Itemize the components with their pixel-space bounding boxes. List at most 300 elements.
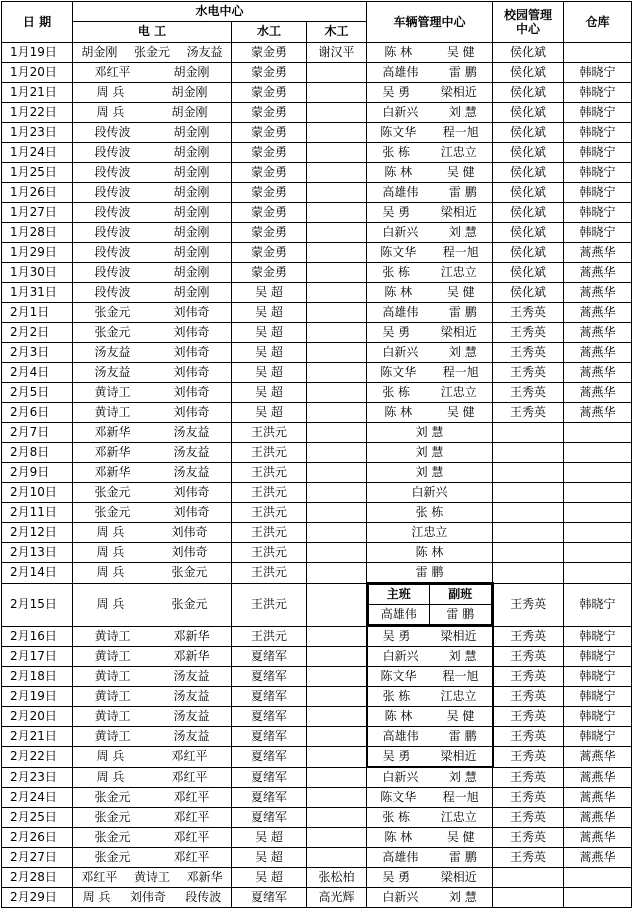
vehicle-vice-name: 吴 健 xyxy=(446,405,475,419)
vehicle-vice-name: 雷 鹏 xyxy=(448,185,477,199)
electrician-cell xyxy=(73,63,232,83)
electrician-name: 邓新华 xyxy=(186,870,223,884)
warehouse-cell: 韩晓宁 xyxy=(564,667,632,687)
table-row xyxy=(2,583,632,626)
electrician-name: 胡金刚 xyxy=(173,225,210,239)
vehicle-main-name: 高雄伟 xyxy=(382,729,419,743)
electrician-name: 胡金刚 xyxy=(81,45,118,59)
electrician-cell xyxy=(73,503,232,523)
date-cell: 2月28日 xyxy=(2,868,73,888)
plumber-cell: 蒙金勇 xyxy=(232,183,307,203)
warehouse-cell xyxy=(564,888,632,908)
electrician-name: 张金元 xyxy=(94,305,131,319)
warehouse-cell xyxy=(564,503,632,523)
date-cell: 2月14日 xyxy=(2,563,73,584)
plumber-cell: 吴 超 xyxy=(232,848,307,868)
table-row xyxy=(2,343,632,363)
electrician-name: 刘伟奇 xyxy=(173,385,210,399)
shift-subtable xyxy=(368,584,492,625)
electrician-cell xyxy=(73,647,232,667)
table-row xyxy=(2,143,632,163)
date-cell: 1月19日 xyxy=(2,43,73,63)
carpenter-cell: 张松柏 xyxy=(307,868,367,888)
electrician-name: 段传波 xyxy=(94,165,131,179)
warehouse-cell: 蒿燕华 xyxy=(564,323,632,343)
vehicle-main-name: 陈文华 xyxy=(380,365,417,379)
table-row xyxy=(2,747,632,768)
carpenter-cell xyxy=(307,283,367,303)
vehicle-vice-name: 刘 慧 xyxy=(448,225,477,239)
electrician-name: 汤友益 xyxy=(186,45,223,59)
date-cell: 2月17日 xyxy=(2,647,73,667)
plumber-cell: 夏绪军 xyxy=(232,888,307,908)
campus-cell: 王秀英 xyxy=(493,747,564,768)
carpenter-cell xyxy=(307,383,367,403)
vehicle-vice-name: 梁相近 xyxy=(440,325,477,339)
vehicle-vice-name: 刘 慧 xyxy=(448,890,477,904)
vehicle-vice-name: 程一旭 xyxy=(442,669,479,683)
electrician-name: 汤友益 xyxy=(94,365,131,379)
vehicle-cell: 张 栋 xyxy=(367,503,493,523)
electrician-name: 周 兵 xyxy=(96,565,125,580)
electrician-cell xyxy=(73,283,232,303)
vehicle-main-name: 高雄伟 xyxy=(382,305,419,319)
electrician-cell xyxy=(73,223,232,243)
plumber-cell: 夏绪军 xyxy=(232,647,307,667)
electrician-name: 汤友益 xyxy=(173,709,210,723)
electrician-name: 汤友益 xyxy=(173,669,210,683)
carpenter-cell xyxy=(307,463,367,483)
table-row xyxy=(2,203,632,223)
campus-cell: 侯化斌 xyxy=(493,163,564,183)
electrician-name: 邓新华 xyxy=(94,425,131,439)
vehicle-cell xyxy=(367,43,493,63)
electrician-name: 汤友益 xyxy=(94,345,131,359)
vehicle-cell xyxy=(367,403,493,423)
electrician-name: 邓红平 xyxy=(94,65,131,79)
campus-cell: 侯化斌 xyxy=(493,283,564,303)
vehicle-cell xyxy=(367,687,493,707)
vehicle-main-name: 陈 林 xyxy=(384,45,413,59)
electrician-name: 周 兵 xyxy=(96,749,125,764)
vehicle-main-name: 陈 林 xyxy=(384,709,413,723)
table-row xyxy=(2,788,632,808)
table-row xyxy=(2,223,632,243)
table-row xyxy=(2,767,632,788)
carpenter-cell xyxy=(307,223,367,243)
table-row xyxy=(2,103,632,123)
vehicle-vice-name: 吴 健 xyxy=(446,709,475,723)
vehicle-main-name: 陈文华 xyxy=(380,669,417,683)
date-cell: 2月3日 xyxy=(2,343,73,363)
vehicle-main-name: 吴 勇 xyxy=(382,629,411,643)
date-cell: 2月6日 xyxy=(2,403,73,423)
electrician-name: 周 兵 xyxy=(96,105,125,119)
table-row xyxy=(2,727,632,747)
vehicle-vice-name: 江忠立 xyxy=(440,810,477,824)
table-row xyxy=(2,303,632,323)
campus-cell xyxy=(493,543,564,563)
header-xiaoyuan xyxy=(493,2,564,43)
electrician-cell xyxy=(73,583,232,626)
electrician-name: 张金元 xyxy=(94,830,131,844)
vehicle-vice-name: 吴 健 xyxy=(446,165,475,179)
plumber-cell: 吴 超 xyxy=(232,303,307,323)
date-cell: 1月31日 xyxy=(2,283,73,303)
date-cell: 2月2日 xyxy=(2,323,73,343)
electrician-name: 汤友益 xyxy=(173,425,210,439)
table-row xyxy=(2,808,632,828)
header-shuidian: 水电中心 xyxy=(73,2,367,22)
table-row xyxy=(2,123,632,143)
plumber-cell: 蒙金勇 xyxy=(232,123,307,143)
electrician-cell xyxy=(73,483,232,503)
carpenter-cell xyxy=(307,523,367,543)
vehicle-main-name: 张 栋 xyxy=(382,265,411,279)
carpenter-cell xyxy=(307,63,367,83)
electrician-name: 邓新华 xyxy=(94,465,131,479)
carpenter-cell xyxy=(307,123,367,143)
electrician-name: 段传波 xyxy=(94,245,131,259)
vehicle-vice-name: 刘 慧 xyxy=(448,649,477,663)
electrician-name: 段传波 xyxy=(94,265,131,279)
vehicle-cell xyxy=(367,626,493,647)
vehicle-main-name: 高雄伟 xyxy=(382,850,419,864)
campus-cell: 王秀英 xyxy=(493,848,564,868)
carpenter-cell xyxy=(307,747,367,768)
table-row xyxy=(2,543,632,563)
plumber-cell: 吴 超 xyxy=(232,363,307,383)
plumber-cell: 夏绪军 xyxy=(232,687,307,707)
vehicle-cell xyxy=(367,283,493,303)
campus-cell: 王秀英 xyxy=(493,323,564,343)
table-row xyxy=(2,707,632,727)
campus-cell: 王秀英 xyxy=(493,828,564,848)
date-cell: 2月22日 xyxy=(2,747,73,768)
vehicle-main-name: 白新兴 xyxy=(382,770,419,784)
vehicle-cell xyxy=(367,707,493,727)
carpenter-cell xyxy=(307,143,367,163)
campus-cell: 王秀英 xyxy=(493,363,564,383)
date-cell: 1月30日 xyxy=(2,263,73,283)
electrician-name: 胡金刚 xyxy=(173,165,210,179)
campus-cell: 侯化斌 xyxy=(493,43,564,63)
plumber-cell: 吴 超 xyxy=(232,868,307,888)
electrician-cell xyxy=(73,563,232,584)
electrician-name: 汤友益 xyxy=(173,689,210,703)
vehicle-main-name: 吴 勇 xyxy=(382,205,411,219)
warehouse-cell: 韩晓宁 xyxy=(564,63,632,83)
plumber-cell: 王洪元 xyxy=(232,563,307,584)
campus-cell: 王秀英 xyxy=(493,303,564,323)
plumber-cell: 蒙金勇 xyxy=(232,203,307,223)
table-row xyxy=(2,626,632,647)
date-cell: 2月9日 xyxy=(2,463,73,483)
electrician-name: 段传波 xyxy=(94,145,131,159)
table-row xyxy=(2,283,632,303)
warehouse-cell: 韩晓宁 xyxy=(564,727,632,747)
vehicle-main-name: 吴 勇 xyxy=(382,85,411,99)
vehicle-vice-name: 江忠立 xyxy=(440,689,477,703)
electrician-name: 刘伟奇 xyxy=(129,890,166,904)
warehouse-cell: 韩晓宁 xyxy=(564,163,632,183)
electrician-cell xyxy=(73,243,232,263)
electrician-cell xyxy=(73,203,232,223)
electrician-name: 胡金刚 xyxy=(173,65,210,79)
electrician-cell xyxy=(73,767,232,788)
electrician-name: 黄诗工 xyxy=(94,405,131,419)
plumber-cell: 夏绪军 xyxy=(232,767,307,788)
plumber-cell: 王洪元 xyxy=(232,543,307,563)
warehouse-cell: 蒿燕华 xyxy=(564,808,632,828)
date-cell: 1月27日 xyxy=(2,203,73,223)
plumber-cell: 王洪元 xyxy=(232,523,307,543)
warehouse-cell: 韩晓宁 xyxy=(564,626,632,647)
carpenter-cell xyxy=(307,808,367,828)
electrician-name: 段传波 xyxy=(185,890,222,904)
vehicle-cell xyxy=(367,828,493,848)
plumber-cell: 夏绪军 xyxy=(232,707,307,727)
vehicle-cell xyxy=(367,103,493,123)
vehicle-cell xyxy=(367,323,493,343)
header-date: 日 期 xyxy=(2,2,73,43)
table-row xyxy=(2,463,632,483)
electrician-name: 黄诗工 xyxy=(94,729,131,743)
plumber-cell: 蒙金勇 xyxy=(232,223,307,243)
vehicle-cell xyxy=(367,583,493,626)
warehouse-cell: 韩晓宁 xyxy=(564,143,632,163)
carpenter-cell xyxy=(307,543,367,563)
vehicle-cell xyxy=(367,868,493,888)
electrician-cell xyxy=(73,183,232,203)
vice-shift-label: 副班 xyxy=(430,585,492,605)
campus-cell: 王秀英 xyxy=(493,647,564,667)
carpenter-cell: 谢汉平 xyxy=(307,43,367,63)
date-cell: 2月15日 xyxy=(2,583,73,626)
electrician-name: 段传波 xyxy=(94,285,131,299)
warehouse-cell: 韩晓宁 xyxy=(564,223,632,243)
electrician-name: 胡金刚 xyxy=(173,205,210,219)
vehicle-vice-name: 雷 鹏 xyxy=(448,65,477,79)
electrician-cell xyxy=(73,123,232,143)
vehicle-vice-name: 江忠立 xyxy=(440,145,477,159)
electrician-cell xyxy=(73,323,232,343)
warehouse-cell: 蒿燕华 xyxy=(564,283,632,303)
carpenter-cell xyxy=(307,83,367,103)
vehicle-cell xyxy=(367,848,493,868)
campus-cell: 王秀英 xyxy=(493,583,564,626)
date-cell: 2月18日 xyxy=(2,667,73,687)
carpenter-cell xyxy=(307,727,367,747)
header-shuigong: 水工 xyxy=(232,21,307,42)
roster-body xyxy=(2,43,632,908)
table-row xyxy=(2,83,632,103)
date-cell: 2月27日 xyxy=(2,848,73,868)
plumber-cell: 夏绪军 xyxy=(232,808,307,828)
vehicle-cell: 刘 慧 xyxy=(367,423,493,443)
carpenter-cell xyxy=(307,767,367,788)
vehicle-cell xyxy=(367,808,493,828)
date-cell: 2月25日 xyxy=(2,808,73,828)
vehicle-main-name: 白新兴 xyxy=(382,345,419,359)
electrician-name: 刘伟奇 xyxy=(173,325,210,339)
date-cell: 2月24日 xyxy=(2,788,73,808)
electrician-cell xyxy=(73,707,232,727)
electrician-cell xyxy=(73,626,232,647)
plumber-cell: 吴 超 xyxy=(232,383,307,403)
plumber-cell: 夏绪军 xyxy=(232,747,307,768)
vehicle-main-name: 陈 林 xyxy=(384,165,413,179)
date-cell: 1月21日 xyxy=(2,83,73,103)
vehicle-vice-name: 雷 鹏 xyxy=(448,729,477,743)
electrician-name: 张金元 xyxy=(94,485,131,499)
electrician-name: 汤友益 xyxy=(173,729,210,743)
vehicle-cell xyxy=(367,667,493,687)
electrician-name: 邓新华 xyxy=(94,445,131,459)
date-cell: 2月4日 xyxy=(2,363,73,383)
vehicle-main-name: 张 栋 xyxy=(382,145,411,159)
header-cangku: 仓库 xyxy=(564,2,632,43)
campus-cell xyxy=(493,423,564,443)
electrician-name: 刘伟奇 xyxy=(173,345,210,359)
campus-cell: 王秀英 xyxy=(493,383,564,403)
carpenter-cell xyxy=(307,363,367,383)
electrician-name: 张金元 xyxy=(94,790,131,804)
electrician-name: 胡金刚 xyxy=(171,85,208,99)
electrician-name: 邓红平 xyxy=(173,790,210,804)
date-cell: 2月8日 xyxy=(2,443,73,463)
warehouse-cell: 蒿燕华 xyxy=(564,767,632,788)
electrician-cell xyxy=(73,383,232,403)
electrician-cell xyxy=(73,788,232,808)
electrician-cell xyxy=(73,343,232,363)
electrician-name: 黄诗工 xyxy=(94,385,131,399)
electrician-name: 周 兵 xyxy=(96,545,125,559)
vehicle-vice-name: 程一旭 xyxy=(442,245,479,259)
table-row xyxy=(2,647,632,667)
campus-cell: 侯化斌 xyxy=(493,63,564,83)
vehicle-vice-name: 刘 慧 xyxy=(448,770,477,784)
vehicle-main-name: 陈 林 xyxy=(384,285,413,299)
electrician-cell xyxy=(73,463,232,483)
plumber-cell: 夏绪军 xyxy=(232,727,307,747)
warehouse-cell xyxy=(564,483,632,503)
carpenter-cell xyxy=(307,303,367,323)
date-cell: 1月23日 xyxy=(2,123,73,143)
warehouse-cell: 蒿燕华 xyxy=(564,243,632,263)
electrician-cell xyxy=(73,363,232,383)
campus-cell xyxy=(493,888,564,908)
electrician-name: 段传波 xyxy=(94,185,131,199)
vehicle-main-name: 白新兴 xyxy=(382,890,419,904)
vehicle-vice-name: 程一旭 xyxy=(442,365,479,379)
table-row xyxy=(2,183,632,203)
electrician-cell xyxy=(73,667,232,687)
vehicle-vice-name: 吴 健 xyxy=(446,285,475,299)
warehouse-cell: 韩晓宁 xyxy=(564,203,632,223)
vehicle-main-name: 陈 林 xyxy=(384,830,413,844)
vehicle-cell xyxy=(367,263,493,283)
main-shift-name: 高雄伟 xyxy=(368,605,430,625)
vehicle-vice-name: 吴 健 xyxy=(446,45,475,59)
warehouse-cell: 韩晓宁 xyxy=(564,123,632,143)
vehicle-vice-name: 江忠立 xyxy=(440,385,477,399)
date-cell: 2月1日 xyxy=(2,303,73,323)
campus-cell xyxy=(493,463,564,483)
vehicle-vice-name: 雷 鹏 xyxy=(448,305,477,319)
campus-cell: 王秀英 xyxy=(493,788,564,808)
electrician-name: 段传波 xyxy=(94,125,131,139)
carpenter-cell: 高光辉 xyxy=(307,888,367,908)
table-row xyxy=(2,848,632,868)
header-cheliang: 车辆管理中心 xyxy=(367,2,493,43)
electrician-name: 胡金刚 xyxy=(173,265,210,279)
vehicle-main-name: 陈 林 xyxy=(384,405,413,419)
electrician-cell xyxy=(73,868,232,888)
vehicle-cell: 江忠立 xyxy=(367,523,493,543)
electrician-name: 黄诗工 xyxy=(94,669,131,683)
vehicle-cell xyxy=(367,183,493,203)
vehicle-main-name: 白新兴 xyxy=(382,649,419,663)
warehouse-cell xyxy=(564,543,632,563)
plumber-cell: 蒙金勇 xyxy=(232,163,307,183)
vehicle-vice-name: 梁相近 xyxy=(440,870,477,884)
date-cell: 2月11日 xyxy=(2,503,73,523)
warehouse-cell: 蒿燕华 xyxy=(564,303,632,323)
table-row xyxy=(2,263,632,283)
electrician-cell xyxy=(73,43,232,63)
table-row xyxy=(2,243,632,263)
electrician-name: 刘伟奇 xyxy=(171,545,208,559)
electrician-cell xyxy=(73,163,232,183)
header-diangong: 电 工 xyxy=(73,21,232,42)
electrician-name: 胡金刚 xyxy=(173,185,210,199)
table-row xyxy=(2,43,632,63)
electrician-cell xyxy=(73,143,232,163)
electrician-cell xyxy=(73,747,232,768)
vehicle-vice-name: 梁相近 xyxy=(440,749,477,763)
campus-cell: 侯化斌 xyxy=(493,203,564,223)
warehouse-cell: 蒿燕华 xyxy=(564,363,632,383)
main-shift-label: 主班 xyxy=(368,585,430,605)
vehicle-cell xyxy=(367,343,493,363)
electrician-name: 周 兵 xyxy=(82,890,111,904)
electrician-cell xyxy=(73,83,232,103)
campus-cell xyxy=(493,868,564,888)
table-row xyxy=(2,363,632,383)
carpenter-cell xyxy=(307,343,367,363)
warehouse-cell: 蒿燕华 xyxy=(564,747,632,768)
electrician-cell xyxy=(73,423,232,443)
vehicle-cell xyxy=(367,303,493,323)
plumber-cell: 王洪元 xyxy=(232,443,307,463)
electrician-name: 刘伟奇 xyxy=(173,365,210,379)
carpenter-cell xyxy=(307,183,367,203)
electrician-name: 黄诗工 xyxy=(94,689,131,703)
vehicle-cell xyxy=(367,223,493,243)
vehicle-main-name: 陈文华 xyxy=(380,245,417,259)
campus-cell: 侯化斌 xyxy=(493,123,564,143)
electrician-name: 邓红平 xyxy=(173,830,210,844)
warehouse-cell: 蒿燕华 xyxy=(564,848,632,868)
plumber-cell: 吴 超 xyxy=(232,283,307,303)
plumber-cell: 王洪元 xyxy=(232,423,307,443)
plumber-cell: 王洪元 xyxy=(232,626,307,647)
warehouse-cell: 蒿燕华 xyxy=(564,403,632,423)
vehicle-cell xyxy=(367,727,493,747)
campus-cell: 王秀英 xyxy=(493,767,564,788)
vehicle-vice-name: 梁相近 xyxy=(440,629,477,643)
